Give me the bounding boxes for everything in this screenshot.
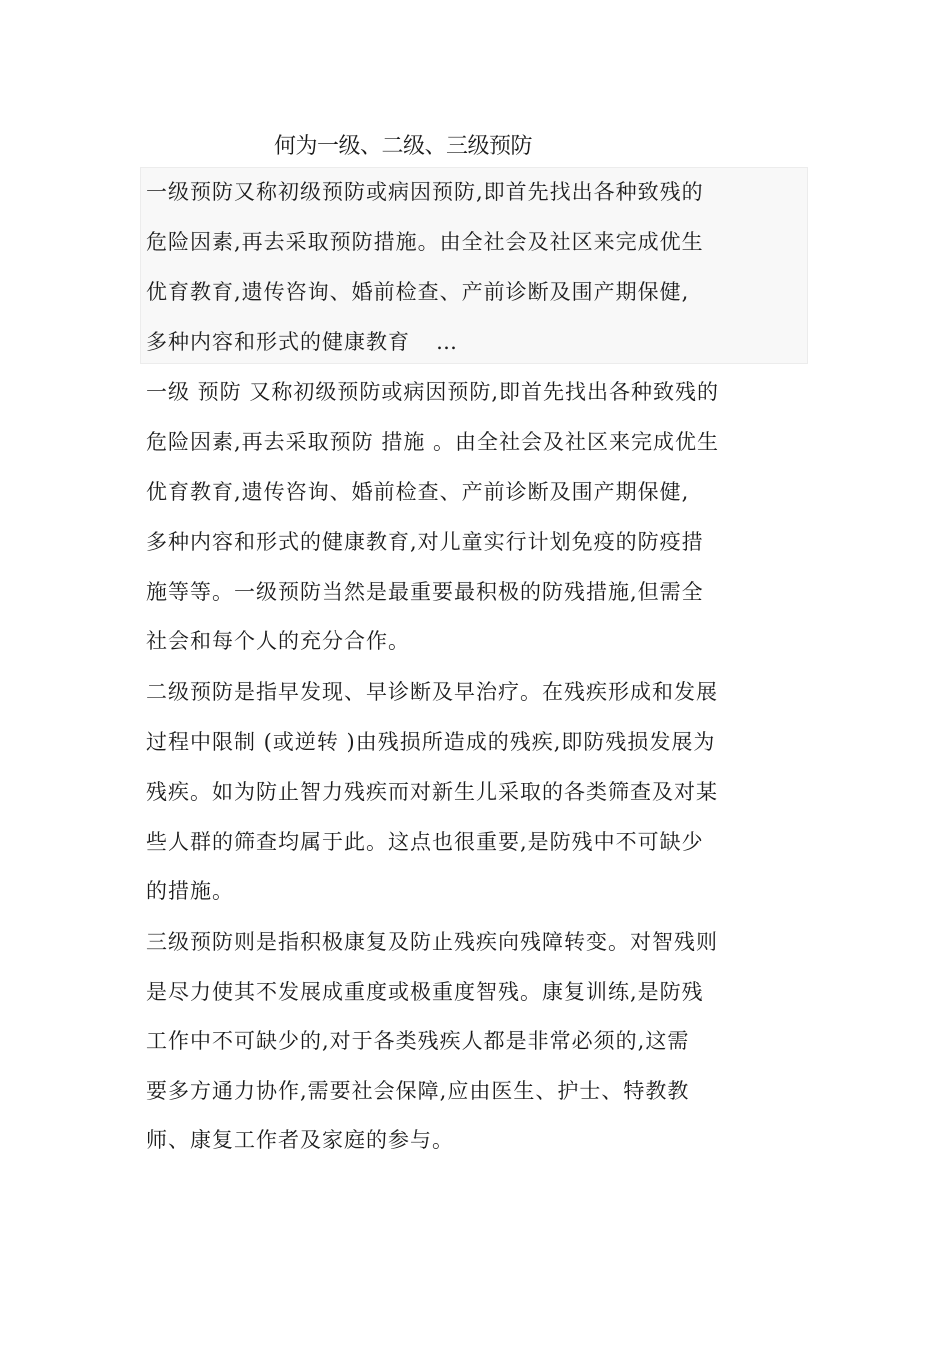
summary-line: 一级预防又称初级预防或病因预防,即首先找出各种致残的 xyxy=(146,180,704,204)
body-line: 是尽力使其不发展成重度或极重度智残。康复训练,是防残 xyxy=(146,980,704,1004)
summary-line-text: 多种内容和形式的健康教育 xyxy=(146,330,410,354)
body-line: 师、康复工作者及家庭的参与。 xyxy=(146,1128,454,1152)
body-line: 过程中限制 (或逆转 )由残损所造成的残疾,即防残损发展为 xyxy=(146,730,716,754)
body-line: 施等等。一级预防当然是最重要最积极的防残措施,但需全 xyxy=(146,580,704,604)
summary-line: 优育教育,遗传咨询、婚前检查、产前诊断及围产期保健, xyxy=(146,280,690,304)
body-line: 工作中不可缺少的,对于各类残疾人都是非常必须的,这需 xyxy=(146,1029,690,1053)
body-line: 危险因素,再去采取预防 措施 。由全社会及社区来完成优生 xyxy=(146,430,720,454)
body-line: 要多方通力协作,需要社会保障,应由医生、护士、特教教 xyxy=(146,1079,690,1103)
body-line: 优育教育,遗传咨询、婚前检查、产前诊断及围产期保健, xyxy=(146,480,690,504)
summary-line: 危险因素,再去采取预防措施。由全社会及社区来完成优生 xyxy=(146,230,704,254)
body-line: 一级 预防 又称初级预防或病因预防,即首先找出各种致残的 xyxy=(146,380,720,404)
summary-line xyxy=(146,327,457,357)
document-title: 何为一级、二级、三级预防 xyxy=(274,134,533,159)
body-line: 的措施。 xyxy=(146,879,234,903)
body-line: 二级预防是指早发现、早诊断及早治疗。在残疾形成和发展 xyxy=(146,680,718,704)
body-line: 多种内容和形式的健康教育,对儿童实行计划免疫的防疫措 xyxy=(146,530,704,554)
body-line: 些人群的筛查均属于此。这点也很重要,是防残中不可缺少 xyxy=(146,830,704,854)
body-line: 残疾。如为防止智力残疾而对新生儿采取的各类筛查及对某 xyxy=(146,780,718,804)
summary-ellipsis: … xyxy=(436,330,457,354)
body-line: 社会和每个人的充分合作。 xyxy=(146,629,410,653)
body-line: 三级预防则是指积极康复及防止残疾向残障转变。对智残则 xyxy=(146,930,718,954)
